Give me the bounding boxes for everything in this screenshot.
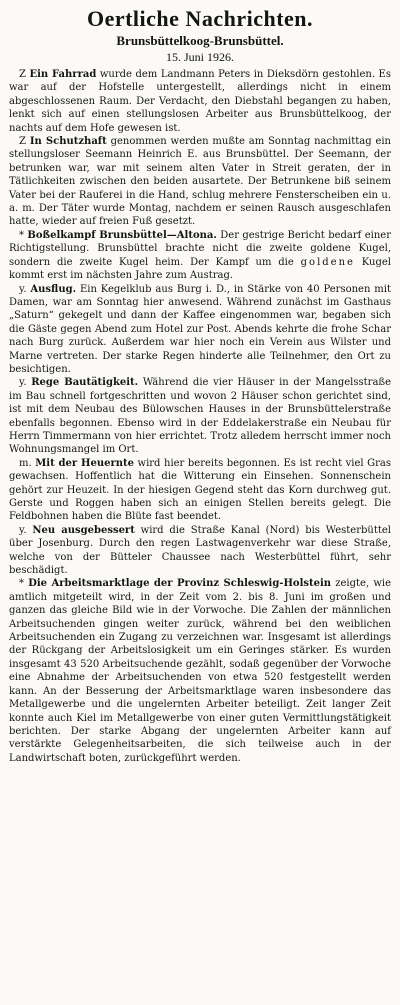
article-text: genommen werden mußte am Sonntag nachmittag ein stellungsloser Seemann Heinrich E. aus Brunsbüttel. Der Seemann, der betrunken war, war mit seinem alten Vater in Streit geraten, der in Tätlichkeiten zwischen den beiden ausartete. Der Betrunkene biß seinem Vater bei der Rauferei in die Hand, schlug mehrere Fensterscheiben ein u. a. m. Der Täter wurde Montag, nachdem er seinen Rausch ausgeschlafen hatte, wieder auf freien Fuß gesetzt. xyxy=(9,136,391,228)
article-text: Kugel kommt erst im nächsten Jahre zum Austrag. xyxy=(9,256,391,282)
section-date: 15. Juni 1926. xyxy=(165,50,234,64)
article-lead: Mit der Heuernte xyxy=(35,457,134,469)
article-emphasis: goldene xyxy=(300,256,355,268)
article-text: Der gestrige Bericht bedarf einer Richtigstellung. Brunsbüttel brachte nicht die zweite goldene Kugel, sondern die zweite Kugel heim. Der Kampf um die xyxy=(9,229,391,268)
article-text: zeigte, wie amtlich mitgeteilt wird, in der Zeit vom 2. bis 8. Juni im großen und ganzen das gleiche Bild wie in der Vorwoche. Die Zahlen der männlichen Arbeitsuchenden gingen weiter zurück, während bei den weiblichen Arbeitsuchenden ein Zugang zu verzeichnen war. Insgesamt ist allerdings der Rückgang der Arbeitslosigkeit um ein Geringes stärker. Es wurden insgesamt 43 520 Arbeitsuchende gezählt, sodaß gegenüber der Vorwoche eine Abnahme der Arbeitsuchenden von etwa 520 festgestellt werden kann. An der Besserung der Arbeitsmarktlage waren insbesondere das Metallgewerbe und die ungelernten Arbeiter beteiligt. Zeit langer Zeit konnte auch Kiel im Metallgewerbe von einer guten Vermittlungstätigkeit berichten. Der starke Abgang der ungelernten Arbeiter kann auf verstärkte Gelegenheitsarbeiten, die sich teilweise auch in der Landwirtschaft boten, zurückgeführt werden. xyxy=(9,578,392,764)
section-title: Oertliche Nachrichten. xyxy=(86,6,314,31)
article-prefix: Z xyxy=(19,136,26,148)
article-lead: Rege Bautätigkeit. xyxy=(31,377,139,389)
article-text: wurde dem Landmann Peters in Dieksdörn gestohlen. Es war auf der Hofstelle untergestellt, allerdings nicht in einem abgeschlossenen Raum. Der Verdacht, den Diebstahl begangen zu haben, lenkt sich auf einen stellungslosen Arbeiter aus Brunsbüttelkoog, der nachts auf dem Hofe gewesen ist. xyxy=(9,69,391,134)
article-prefix: * xyxy=(19,578,24,590)
article-schutzhaft xyxy=(9,135,391,229)
article-prefix: y. xyxy=(19,377,27,389)
article-text: wird die Straße Kanal (Nord) bis Westerbüttel über Josenburg. Durch den regen Lastwagenverkehr war diese Straße, welche von der Bütteler Chaussee nach Westerbüttel führt, sehr beschädigt. xyxy=(9,524,391,577)
article-prefix: m. xyxy=(19,457,32,469)
article-lead: Neu ausgebessert xyxy=(32,524,135,536)
article-lead: Ein Fahrrad xyxy=(29,69,97,80)
article-heuernte xyxy=(9,457,391,524)
article-fahrrad xyxy=(9,68,391,135)
article-strasse xyxy=(9,524,391,578)
article-bosselkampf xyxy=(9,229,391,283)
article-prefix: * xyxy=(19,229,24,241)
article-lead: In Schutzhaft xyxy=(29,136,107,148)
article-arbeitsmarkt xyxy=(9,577,391,765)
article-prefix: y. xyxy=(19,283,27,295)
article-ausflug xyxy=(9,283,391,377)
section-subtitle: Brunsbüttelkoog-Brunsbüttel. xyxy=(116,33,284,48)
article-lead: Boßelkampf Brunsbüttel—Altona. xyxy=(27,229,217,241)
article-text: Ein Kegelklub aus Burg i. D., in Stärke von 40 Personen mit Damen, war am Sonntag hier anwesend. Während zunächst im Gasthaus „Saturn“ gekegelt und dann der Kaffee eingenommen war, begaben sich die Gäste gegen Abend zum Hotel zur Post. Abends kehrte die frohe Schar nach Burg zurück. Außerdem war hier noch ein Verein aus Wilster und Marne vertreten. Der starke Regen hinderte alle Teilnehmer, den Ort zu besichtigen. xyxy=(9,283,391,375)
article-lead: Ausflug. xyxy=(30,283,77,295)
article-prefix: y. xyxy=(19,524,27,536)
article-prefix: Z xyxy=(19,69,26,80)
article-lead: Die Arbeitsmarktlage der Provinz Schleswig-Holstein xyxy=(28,578,332,590)
article-text: Während die vier Häuser in der Mangelsstraße im Bau schnell fortgeschritten und wovon 2 Häuser schon gerichtet sind, ist mit dem Neubau des Bülowschen Hauses in der Brunsbüttelerstraße ebenfalls begonnen. Ebenso wird in der Eddelakerstraße ein Neubau für Herrn Timmermann von hier errichtet. Trotz alledem herrscht immer noch Wohnungsmangel im Ort. xyxy=(9,377,392,456)
article-text: wird hier bereits begonnen. Es ist recht viel Gras gewachsen. Hoffentlich hat die Witterung ein Einsehen. Sonnenschein gehört zur Heuzeit. In der hiesigen Gegend steht das Korn durchweg gut. Gerste und Roggen haben sich an einigen Stellen bereits gelegt. Die Feldbohnen haben die Blüte fast beendet. xyxy=(9,457,391,523)
article-bautaetigkeit xyxy=(9,376,391,456)
